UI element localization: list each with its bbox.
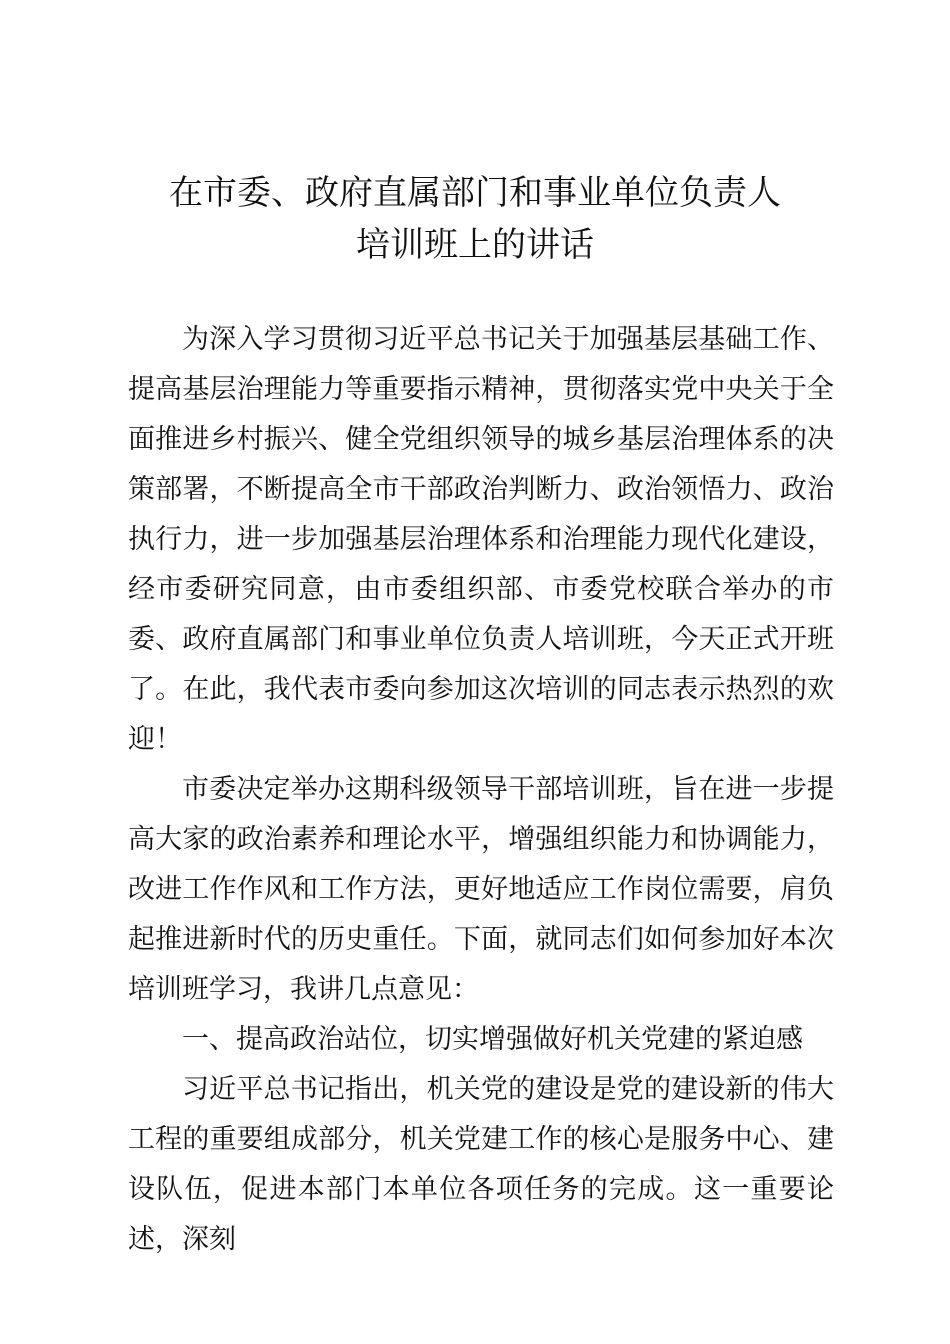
paragraph-opening: 为深入学习贯彻习近平总书记关于加强基层基础工作、提高基层治理能力等重要指示精神，贯彻落实党中央关于全面推进乡村振兴、健全党组织领导的城乡基层治理体系的决策部署，不断提高全市干部政治判断力、政治领悟力、政治执行力，进一步加强基层治理体系和治理能力现代化建设，经市委研究同意，由市委组织部、市委党校联合举办的市委、政府直属部门和事业单位负责人培训班，今天正式开班了。在此，我代表市委向参加这次培训的同志表示热烈的欢迎！	[128, 324, 834, 755]
paragraph-purpose: 市委决定举办这期科级领导干部培训班，旨在进一步提高大家的政治素养和理论水平，增强组织能力和协调能力，改进工作作风和工作方法，更好地适应工作岗位需要，肩负起推进新时代的历史重任。下面，就同志们如何参加好本次培训班学习，我讲几点意见：	[128, 774, 834, 1005]
section-heading-1: 一、提高政治站位，切实增强做好机关党建的紧迫感	[182, 1024, 803, 1055]
paragraph-section-1: 习近平总书记指出，机关党的建设是党的建设新的伟大工程的重要组成部分，机关党建工作的核心是服务中心、建设队伍，促进本部门本单位各项任务的完成。这一重要论述，深刻	[128, 1074, 834, 1255]
document-body	[128, 315, 834, 1265]
document-title-line-2: 培训班上的讲话	[356, 225, 594, 265]
document-title-line-1: 在市委、政府直属部门和事业单位负责人	[169, 173, 781, 213]
